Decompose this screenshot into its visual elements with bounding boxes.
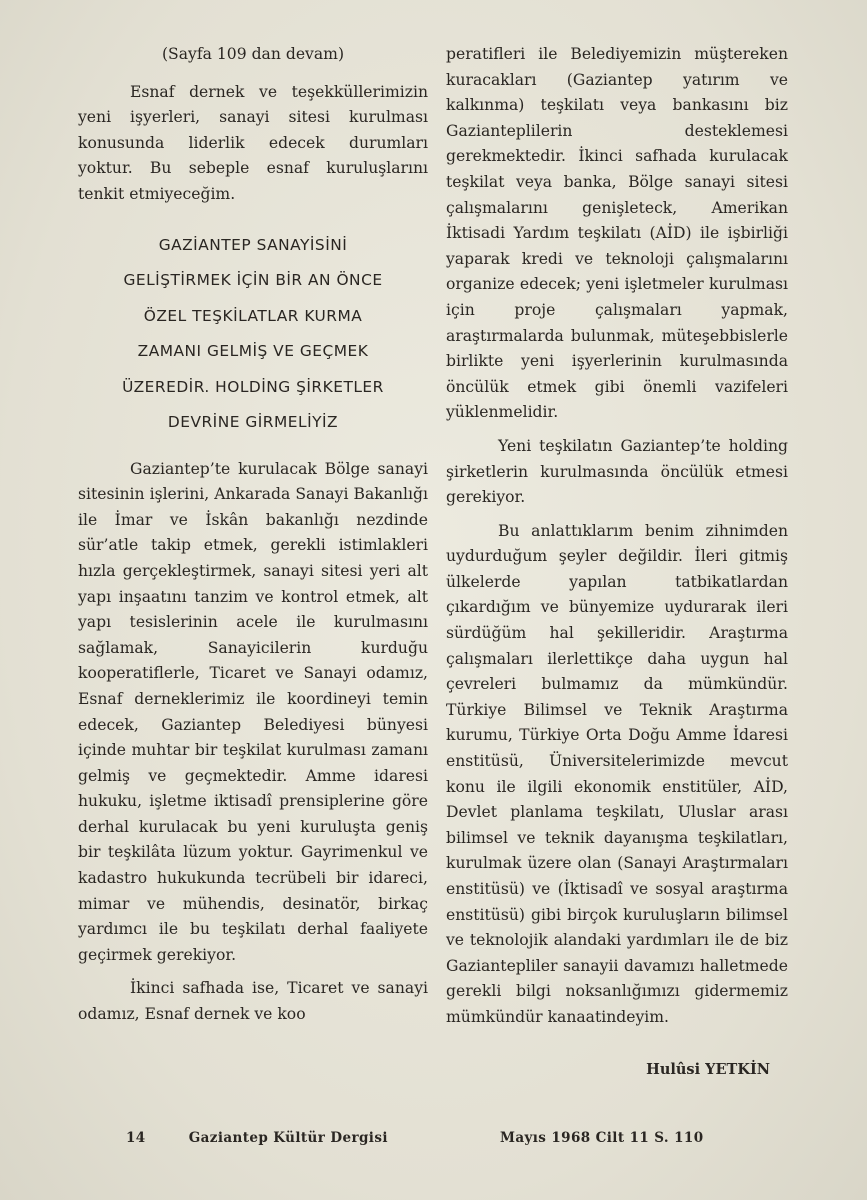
- heading-line: ÖZEL TEŞKİLATLAR KURMA: [143, 306, 363, 325]
- footer-left: [126, 1130, 388, 1146]
- paragraph: Esnaf dernek ve teşekküllerimizin yeni işyerleri, sanayi sitesi kurulması konusunda liderlik edecek durumları yoktur. Bu sebeple esnaf kuruluşlarını tenkit etmiyeceğim.: [78, 82, 428, 203]
- paragraph: Bu anlattıklarım benim zihnimden uydurduğum şeyler değildir. İleri gitmiş ülkelerde yapılan tatbikatlardan çıkardığım ve bünyemize uydurarak ileri sürdüğüm hal şekilleridir. Araştırma çalışmaları ilerlettikçe daha uygun hal çevreleri bulmamız da mümkündür. Türkiye Bilimsel ve Teknik Araştırma kurumu, Türkiye Orta Doğu Amme İdaresi enstitüsü, Üniversitelerimizde mevcut konu ile ilgili ekonomik enstitüler, AİD, Devlet planlama teşkilatı, Uluslar arası bilimsel ve teknik dayanışma teşkilatları, kurulmak üzere olan (Sanayi Araştırmaları enstitüsü) ve (İktisadî ve sosyal araştırma enstitüsü) gibi birçok kuruluşların bilimsel ve teknolojik alandaki yardımları ile de biz Gaziantepliler sanayii davamızı halletmede gerekli bilgi noksanlığımızı gidermemiz mümkündür kanaatindeyim.: [446, 521, 788, 1026]
- journal-name: Gaziantep Kültür Dergisi: [188, 1130, 388, 1146]
- paragraph: Yeni teşkilatın Gaziantep’te holding şirketlerin kurulmasında öncülük etmesi gerekiyor.: [446, 436, 788, 507]
- left-column: [78, 42, 428, 1036]
- heading-line: DEVRİNE GİRMELİYİZ: [167, 413, 339, 432]
- paragraph: İkinci safhada ise, Ticaret ve sanayi odamız, Esnaf dernek ve koo: [78, 979, 428, 1024]
- section-heading: [78, 228, 428, 441]
- heading-line: ZAMANI GELMİŞ VE GEÇMEK: [137, 342, 369, 361]
- heading-line: GAZİANTEP SANAYİSİNİ: [158, 235, 348, 254]
- heading-line: GELİŞTİRMEK İÇİN BİR AN ÖNCE: [123, 271, 383, 290]
- paragraph: Gaziantep’te kurulacak Bölge sanayi sitesinin işlerini, Ankarada Sanayi Bakanlığı ile İmar ve İskân bakanlığı nezdinde sür’atle takip etmek, gerekli istimlakleri hızla gerçekleştirmek, sanayi sitesi yeri alt yapı inşaatını tanzim ve kontrol etmek, alt yapı tesislerinin acele ile kurulmasını sağlamak, Sanayicilerin kurduğu kooperatiflerle, Ticaret ve Sanayi odamız, Esnaf derneklerimiz ile koordineyi temin edecek, Gaziantep Belediyesi bünyesi içinde muhtar bir teşkilat kurulması zamanı gelmiş ve geçmektedir. Amme idaresi hukuku, işletme iktisadî prensiplerine göre derhal kurulacak bu yeni kuruluşta geniş bir teşkilâta lüzum yoktur. Gayrimenkul ve kadastro hukukunda tecrübeli bir idareci, mimar ve mühendis, desinatör, birkaç yardımcı ile bu teşkilatı derhal faaliyete geçirmek gerekiyor.: [78, 459, 428, 964]
- paragraph: peratifleri ile Belediyemizin müştereken kuracakları (Gaziantep yatırım ve kalkınma) teşkilatı veya bankasını biz Gazianteplilerin desteklemesi gerekmektedir. İkinci safhada kurulacak teşkilat veya banka, Bölge sanayi sitesi çalışmalarını genişleteck, Amerikan İktisadi Yardım teşkilatı (AİD) ile işbirliği yaparak kredi ve teknoloji çalışmalarını organize edecek; yeni işletmeler kurulması için proje çalışmaları yapmak, araştırmalarda bulunmak, müteşebbislerle birlikte yeni işyerlerinin kurulmasında öncülük etmek gibi önemli vazifeleri yüklenmelidir.: [446, 45, 788, 422]
- continued-note: (Sayfa 109 dan devam): [161, 45, 345, 63]
- right-column: [446, 42, 788, 1082]
- author-signature: Hulûsi YETKİN: [646, 1060, 770, 1078]
- heading-line: ÜZEREDİR. HOLDİNG ŞİRKETLER: [122, 377, 384, 396]
- issue-info: Mayıs 1968 Cilt 11 S. 110: [500, 1130, 704, 1146]
- page-number: 14: [126, 1130, 146, 1146]
